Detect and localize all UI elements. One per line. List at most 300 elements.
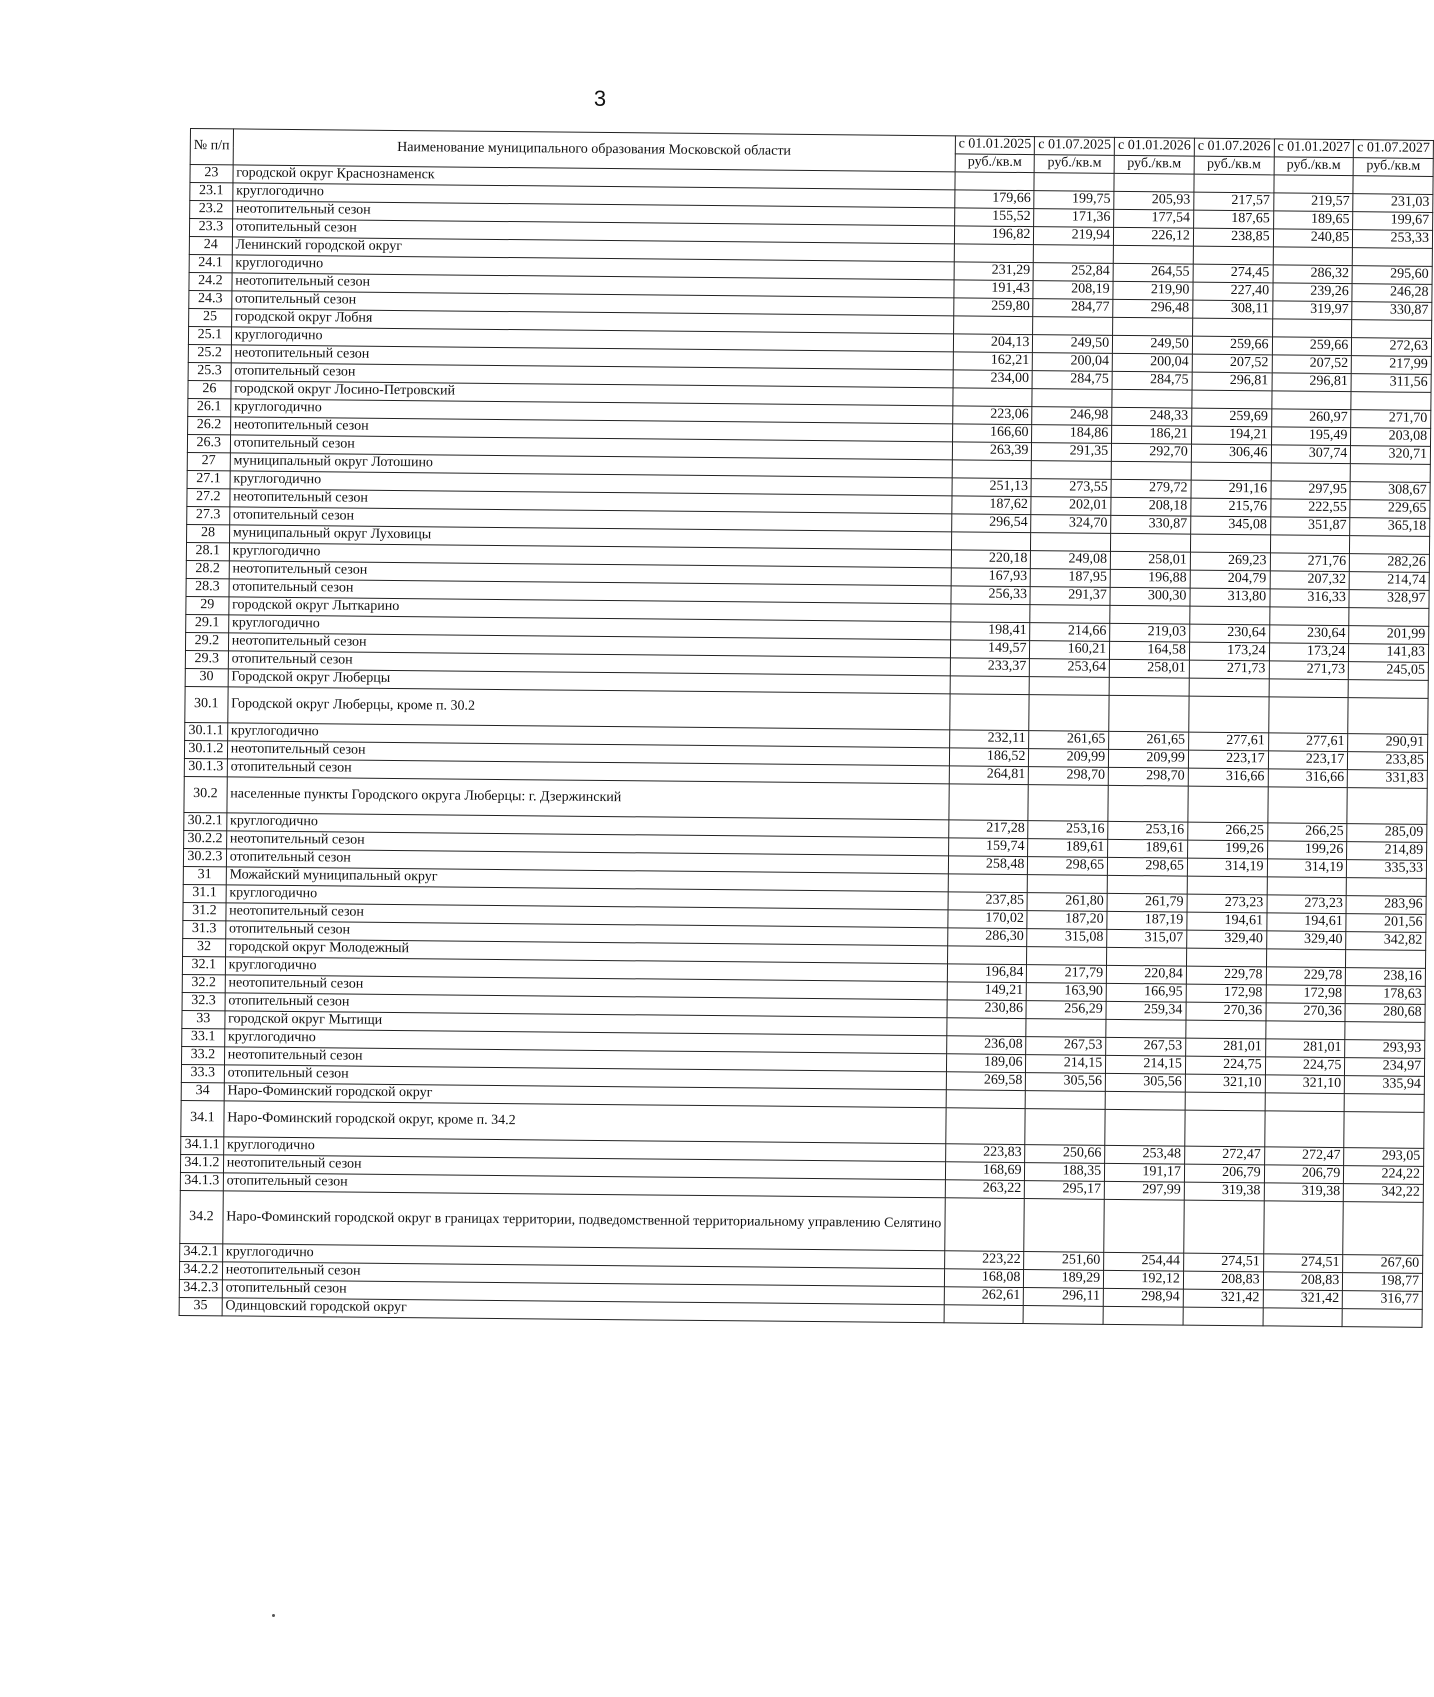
row-number: 24 <box>189 236 232 254</box>
tariff-value <box>1267 877 1347 896</box>
tariff-value: 274,45 <box>1193 264 1273 283</box>
tariff-value: 226,12 <box>1114 227 1194 246</box>
tariff-value: 214,66 <box>1030 623 1110 642</box>
tariff-value: 259,66 <box>1192 336 1272 355</box>
row-number: 30.2.2 <box>184 830 227 848</box>
tariff-value: 308,67 <box>1350 482 1430 501</box>
tariff-value: 271,73 <box>1269 661 1349 680</box>
row-number: 24.2 <box>189 272 232 290</box>
tariff-value: 251,60 <box>1024 1252 1104 1271</box>
tariff-value: 223,17 <box>1188 750 1268 769</box>
row-number: 24.3 <box>189 290 232 308</box>
row-number: 33 <box>182 1010 225 1028</box>
row-number: 30.2.1 <box>184 812 227 830</box>
row-name: отопительный сезон <box>225 921 947 946</box>
row-name: отопительный сезон <box>227 759 949 784</box>
tariff-value <box>1105 1109 1185 1146</box>
tariff-value <box>950 676 1030 695</box>
tariff-value: 217,99 <box>1352 356 1432 375</box>
tariff-value: 237,85 <box>948 892 1028 911</box>
tariff-value: 219,03 <box>1110 623 1190 642</box>
row-name: муниципальный округ Лотошино <box>230 453 952 478</box>
tariff-value: 330,87 <box>1352 302 1432 321</box>
tariff-value: 271,76 <box>1270 553 1350 572</box>
tariff-value: 319,38 <box>1264 1183 1344 1202</box>
row-number: 23.1 <box>190 183 233 201</box>
tariff-value: 209,99 <box>1109 749 1189 768</box>
tariff-value: 189,61 <box>1108 839 1188 858</box>
tariff-value: 284,75 <box>1112 371 1192 390</box>
tariff-value: 296,54 <box>951 514 1031 533</box>
tariff-value: 314,19 <box>1267 859 1347 878</box>
tariff-value: 329,40 <box>1187 930 1267 949</box>
tariff-value <box>1273 247 1353 266</box>
tariff-value <box>1185 1110 1265 1147</box>
row-number: 28.3 <box>186 578 229 596</box>
tariff-value: 204,13 <box>953 334 1033 353</box>
row-number: 30.2.3 <box>183 848 226 866</box>
row-name: муниципальный округ Луховицы <box>229 525 951 550</box>
tariff-value: 229,65 <box>1350 500 1430 519</box>
tariff-value <box>1025 1109 1105 1146</box>
header-unit: руб./кв.м <box>1114 155 1194 174</box>
tariff-value: 223,83 <box>945 1144 1025 1163</box>
tariff-value: 311,56 <box>1351 374 1431 393</box>
tariff-value: 219,57 <box>1273 193 1353 212</box>
tariff-value: 296,81 <box>1272 373 1352 392</box>
row-number: 23.2 <box>190 201 233 219</box>
tariff-value <box>1192 390 1272 409</box>
tariff-value: 199,67 <box>1353 212 1433 231</box>
tariff-value: 296,11 <box>1024 1288 1104 1307</box>
tariff-value <box>1028 875 1108 894</box>
row-number: 28 <box>187 524 230 542</box>
header-unit: руб./кв.м <box>1194 156 1274 175</box>
tariff-value: 305,56 <box>1026 1073 1106 1092</box>
tariff-value <box>952 460 1032 479</box>
tariff-value <box>1348 698 1428 735</box>
tariff-value <box>948 874 1028 893</box>
tariff-value <box>1107 947 1187 966</box>
tariff-value: 198,41 <box>950 622 1030 641</box>
tariff-value <box>1185 1092 1265 1111</box>
row-number: 34.1 <box>181 1100 224 1136</box>
row-number: 29.1 <box>186 614 229 632</box>
tariff-value: 258,48 <box>948 856 1028 875</box>
row-number: 23 <box>190 165 233 183</box>
tariff-value: 149,57 <box>950 640 1030 659</box>
tariff-value: 253,33 <box>1353 230 1433 249</box>
header-unit: руб./кв.м <box>1353 158 1433 177</box>
row-number: 25.2 <box>188 344 231 362</box>
row-name: неотопительный сезон <box>223 1155 945 1180</box>
tariff-value <box>1188 786 1268 823</box>
header-unit: руб./кв.м <box>955 154 1035 173</box>
row-name: круглогодично <box>232 255 954 280</box>
row-number: 28.1 <box>186 542 229 560</box>
tariff-value: 264,81 <box>949 766 1029 785</box>
tariff-value: 306,46 <box>1191 444 1271 463</box>
tariff-value <box>1192 318 1272 337</box>
tariff-value: 258,01 <box>1110 551 1190 570</box>
row-name: неотопительный сезон <box>228 633 950 658</box>
row-name: городской округ Лыткарино <box>229 597 951 622</box>
tariff-value: 321,10 <box>1265 1075 1345 1094</box>
tariff-value <box>1108 785 1188 822</box>
row-name: Наро-Фоминский городской округ в границах территории, подведомственной территориальному управлению Селятино <box>223 1191 945 1251</box>
row-number: 30.1.1 <box>185 722 228 740</box>
tariff-value: 209,99 <box>1029 749 1109 768</box>
row-name: круглогодично <box>224 1029 946 1054</box>
tariff-value: 270,36 <box>1266 1003 1346 1022</box>
tariff-value: 202,01 <box>1031 497 1111 516</box>
tariff-value: 291,16 <box>1191 480 1271 499</box>
tariff-value: 189,29 <box>1024 1270 1104 1289</box>
tariff-value <box>1027 947 1107 966</box>
tariff-value <box>1031 533 1111 552</box>
tariff-value: 205,93 <box>1114 191 1194 210</box>
tariff-value <box>1342 1309 1422 1328</box>
tariff-value: 308,11 <box>1193 300 1273 319</box>
tariff-value: 223,17 <box>1268 751 1348 770</box>
tariff-value <box>949 784 1029 821</box>
tariff-value: 351,87 <box>1270 517 1350 536</box>
tariff-value: 273,55 <box>1031 479 1111 498</box>
tariff-value: 284,75 <box>1032 371 1112 390</box>
tariff-value: 263,39 <box>952 442 1032 461</box>
row-number: 26 <box>188 380 231 398</box>
tariff-value: 283,96 <box>1346 896 1426 915</box>
tariff-value: 232,11 <box>949 730 1029 749</box>
tariff-value: 227,40 <box>1193 282 1273 301</box>
tariff-value: 277,61 <box>1188 732 1268 751</box>
row-name: отопительный сезон <box>223 1173 945 1198</box>
tariff-value: 206,79 <box>1184 1164 1264 1183</box>
row-number: 34.2.3 <box>179 1279 222 1297</box>
tariff-value: 335,94 <box>1345 1076 1425 1095</box>
tariff-value: 298,65 <box>1108 857 1188 876</box>
tariff-value <box>953 316 1033 335</box>
tariff-value: 191,17 <box>1105 1163 1185 1182</box>
tariff-value <box>1109 677 1189 696</box>
tariff-value <box>1352 320 1432 339</box>
tariff-value: 199,26 <box>1267 841 1347 860</box>
tariff-value <box>1030 677 1110 696</box>
row-name: Ленинский городской округ <box>232 237 954 262</box>
tariff-value: 230,64 <box>1269 625 1349 644</box>
row-number: 30.1 <box>185 686 228 722</box>
tariff-value: 274,51 <box>1183 1253 1263 1272</box>
tariff-value: 258,01 <box>1109 659 1189 678</box>
tariff-value: 297,99 <box>1104 1181 1184 1200</box>
tariff-value <box>1269 607 1349 626</box>
tariff-value <box>1269 679 1349 698</box>
row-number: 26.1 <box>188 398 231 416</box>
tariff-value: 285,09 <box>1347 824 1427 843</box>
tariff-value: 264,55 <box>1113 263 1193 282</box>
row-name: отопительный сезон <box>229 579 951 604</box>
tariff-value <box>1350 536 1430 555</box>
tariff-value: 319,97 <box>1272 301 1352 320</box>
row-number: 25.3 <box>188 362 231 380</box>
row-name: отопительный сезон <box>231 291 953 316</box>
tariff-value: 269,23 <box>1190 552 1270 571</box>
row-number: 29.2 <box>185 632 228 650</box>
tariff-value: 273,23 <box>1267 895 1347 914</box>
header-unit: руб./кв.м <box>1274 157 1354 176</box>
tariff-value <box>1265 1021 1345 1040</box>
tariff-value <box>1106 1019 1186 1038</box>
tariff-value: 330,87 <box>1111 515 1191 534</box>
row-number: 34.1.2 <box>180 1154 223 1172</box>
tariff-value: 234,00 <box>953 370 1033 389</box>
tariff-value: 201,56 <box>1346 914 1426 933</box>
tariff-value: 207,52 <box>1192 354 1272 373</box>
tariff-value <box>949 694 1029 731</box>
header-date: с 01.07.2025 <box>1035 137 1115 156</box>
tariff-value: 222,55 <box>1270 499 1350 518</box>
row-number: 28.2 <box>186 560 229 578</box>
page-number: 3 <box>593 86 607 111</box>
tariff-value: 208,19 <box>1033 281 1113 300</box>
row-number: 34.2.2 <box>179 1261 222 1279</box>
tariff-value: 342,22 <box>1344 1184 1424 1203</box>
tariff-value: 149,21 <box>947 982 1027 1001</box>
tariff-value <box>1268 697 1348 734</box>
row-number: 32 <box>183 938 226 956</box>
tariff-value: 229,78 <box>1266 967 1346 986</box>
tariff-value: 320,71 <box>1351 446 1431 465</box>
header-num: № п/п <box>190 129 233 165</box>
row-number: 26.2 <box>188 416 231 434</box>
tariff-value <box>1353 176 1433 195</box>
tariff-value: 208,83 <box>1183 1271 1263 1290</box>
tariff-value: 298,70 <box>1029 767 1109 786</box>
tariff-value: 274,51 <box>1263 1254 1343 1273</box>
tariff-value: 249,50 <box>1113 335 1193 354</box>
tariff-value <box>1029 695 1109 732</box>
tariff-value: 204,79 <box>1190 570 1270 589</box>
row-name: отопительный сезон <box>230 435 952 460</box>
tariff-value: 214,89 <box>1347 842 1427 861</box>
tariff-value: 266,25 <box>1267 823 1347 842</box>
row-name: отопительный сезон <box>229 507 951 532</box>
tariff-value <box>1271 391 1351 410</box>
tariff-value: 187,65 <box>1193 210 1273 229</box>
row-name: отопительный сезон <box>225 993 947 1018</box>
tariff-value: 251,13 <box>952 478 1032 497</box>
tariff-value: 186,52 <box>949 748 1029 767</box>
tariff-value: 207,52 <box>1272 355 1352 374</box>
row-number: 32.2 <box>182 974 225 992</box>
tariff-value: 293,93 <box>1345 1040 1425 1059</box>
tariff-value <box>1110 605 1190 624</box>
row-number: 30.1.3 <box>184 758 227 776</box>
tariff-value: 192,12 <box>1104 1270 1184 1289</box>
tariff-value: 305,56 <box>1105 1073 1185 1092</box>
tariff-value <box>1274 175 1354 194</box>
tariff-value: 189,06 <box>946 1054 1026 1073</box>
row-name: Наро-Фоминский городской округ, кроме п. 34.2 <box>224 1101 946 1144</box>
tariff-value: 186,21 <box>1112 425 1192 444</box>
tariff-value: 272,47 <box>1264 1147 1344 1166</box>
tariff-value <box>1190 606 1270 625</box>
tariff-value <box>1026 1019 1106 1038</box>
tariff-value: 194,61 <box>1187 912 1267 931</box>
tariff-value: 246,98 <box>1032 407 1112 426</box>
tariff-value <box>1107 875 1187 894</box>
row-name: населенные пункты Городского округа Люберцы: г. Дзержинский <box>227 777 949 820</box>
tariff-value <box>1344 1112 1424 1149</box>
row-name: неотопительный сезон <box>231 345 953 370</box>
tariff-value <box>953 388 1033 407</box>
tariff-value: 272,47 <box>1184 1146 1264 1165</box>
tariff-value <box>1113 317 1193 336</box>
row-name: неотопительный сезон <box>232 201 954 226</box>
row-number: 35 <box>179 1297 222 1315</box>
header-date: с 01.01.2025 <box>955 136 1035 155</box>
tariff-value: 172,98 <box>1186 984 1266 1003</box>
row-name: отопительный сезон <box>232 219 954 244</box>
tariff-value <box>1345 1022 1425 1041</box>
table-body <box>179 165 1433 1328</box>
header-unit: руб./кв.м <box>1035 155 1115 174</box>
tariff-value <box>1347 788 1427 825</box>
tariff-value: 342,82 <box>1346 932 1426 951</box>
tariff-value <box>1343 1202 1423 1256</box>
tariff-value: 166,95 <box>1106 983 1186 1002</box>
tariff-value <box>1265 1093 1345 1112</box>
tariff-value <box>944 1198 1024 1252</box>
tariff-value: 269,58 <box>946 1072 1026 1091</box>
row-number: 31.2 <box>183 902 226 920</box>
row-name: круглогодично <box>228 615 950 640</box>
row-number: 33.3 <box>181 1064 224 1082</box>
tariff-value: 231,29 <box>954 262 1034 281</box>
tariff-value: 199,75 <box>1034 191 1114 210</box>
tariff-value: 335,33 <box>1347 860 1427 879</box>
row-number: 27.2 <box>187 488 230 506</box>
row-number: 32.3 <box>182 992 225 1010</box>
tariff-value: 365,18 <box>1350 518 1430 537</box>
header-date: с 01.01.2027 <box>1274 139 1354 158</box>
tariff-value: 160,21 <box>1030 641 1110 660</box>
tariff-value: 284,77 <box>1033 299 1113 318</box>
tariff-value: 240,85 <box>1273 229 1353 248</box>
tariff-value: 298,70 <box>1108 767 1188 786</box>
tariff-value: 220,18 <box>951 550 1031 569</box>
tariff-value: 267,53 <box>1106 1037 1186 1056</box>
tariff-value: 291,35 <box>1032 443 1112 462</box>
tariff-value <box>1270 535 1350 554</box>
tariff-value: 239,26 <box>1272 283 1352 302</box>
row-number: 33.2 <box>182 1046 225 1064</box>
tariff-value: 196,84 <box>947 964 1027 983</box>
row-name: неотопительный сезон <box>230 489 952 514</box>
tariff-value: 199,26 <box>1187 840 1267 859</box>
tariff-value: 252,84 <box>1034 263 1114 282</box>
tariff-value <box>1344 1094 1424 1113</box>
tariff-value: 198,77 <box>1343 1273 1423 1292</box>
row-name: неотопительный сезон <box>227 741 949 766</box>
tariff-value <box>1024 1306 1104 1325</box>
tariff-value: 187,62 <box>952 496 1032 515</box>
tariff-value: 319,38 <box>1184 1182 1264 1201</box>
tariff-value: 236,08 <box>946 1036 1026 1055</box>
tariff-value: 345,08 <box>1191 516 1271 535</box>
tariff-value: 292,70 <box>1112 443 1192 462</box>
tariff-value: 214,15 <box>1026 1055 1106 1074</box>
tariff-value: 163,90 <box>1027 983 1107 1002</box>
row-number: 25.1 <box>188 326 231 344</box>
tariff-value: 256,29 <box>1026 1001 1106 1020</box>
tariff-value: 315,08 <box>1027 929 1107 948</box>
tariff-value: 271,70 <box>1351 410 1431 429</box>
tariff-value <box>946 1108 1026 1145</box>
row-number: 31 <box>183 866 226 884</box>
row-number: 29.3 <box>185 650 228 668</box>
tariff-value: 245,05 <box>1349 662 1429 681</box>
tariff-value: 172,98 <box>1266 985 1346 1004</box>
row-number: 26.3 <box>187 434 230 452</box>
tariff-value: 253,64 <box>1030 659 1110 678</box>
tariff-value: 290,91 <box>1348 734 1428 753</box>
row-number: 33.1 <box>182 1028 225 1046</box>
tariff-value: 173,24 <box>1189 642 1269 661</box>
row-number: 34 <box>181 1082 224 1100</box>
tariff-value: 253,48 <box>1105 1145 1185 1164</box>
row-name: Одинцовский городской округ <box>222 1298 944 1323</box>
row-name: отопительный сезон <box>222 1280 944 1305</box>
tariff-value: 253,16 <box>1108 821 1188 840</box>
tariff-value: 295,60 <box>1352 266 1432 285</box>
tariff-value: 316,66 <box>1268 769 1348 788</box>
tariff-value: 230,64 <box>1190 624 1270 643</box>
tariff-value: 270,36 <box>1186 1002 1266 1021</box>
tariff-value: 259,69 <box>1192 408 1272 427</box>
tariff-value: 300,30 <box>1110 587 1190 606</box>
tariff-value: 217,57 <box>1194 192 1274 211</box>
tariff-value <box>1349 608 1429 627</box>
row-number: 31.3 <box>183 920 226 938</box>
row-number: 34.2 <box>180 1190 223 1243</box>
tariff-value: 313,80 <box>1190 588 1270 607</box>
row-name: круглогодично <box>230 399 952 424</box>
tariff-value: 234,97 <box>1345 1058 1425 1077</box>
tariff-value: 297,95 <box>1271 481 1351 500</box>
tariff-value: 328,97 <box>1349 590 1429 609</box>
tariff-value: 196,82 <box>954 226 1034 245</box>
row-number: 23.3 <box>189 219 232 237</box>
tariff-value: 256,33 <box>951 586 1031 605</box>
tariff-value: 260,97 <box>1271 409 1351 428</box>
tariff-value: 168,08 <box>944 1269 1024 1288</box>
tariff-value: 141,83 <box>1349 644 1429 663</box>
tariff-value: 259,34 <box>1106 1001 1186 1020</box>
tariff-value: 184,86 <box>1032 425 1112 444</box>
tariff-value: 267,53 <box>1026 1037 1106 1056</box>
row-name: отопительный сезон <box>226 849 948 874</box>
row-name: круглогодично <box>227 723 949 748</box>
tariff-value: 321,42 <box>1263 1290 1343 1309</box>
tariff-value: 315,07 <box>1107 929 1187 948</box>
tariff-value <box>1350 464 1430 483</box>
tariff-value: 259,80 <box>953 298 1033 317</box>
tariff-value: 298,65 <box>1028 857 1108 876</box>
tariff-value: 203,08 <box>1351 428 1431 447</box>
tariff-value <box>1032 389 1112 408</box>
tariff-value: 233,85 <box>1348 752 1428 771</box>
